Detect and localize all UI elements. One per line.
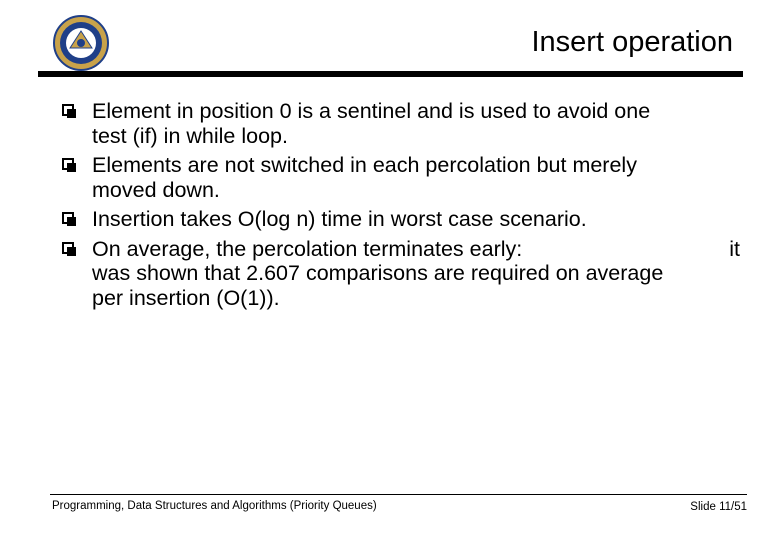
- bullet-line: Elements are not switched in each percolation but merely: [92, 153, 637, 177]
- bullet-line: [92, 237, 740, 262]
- bullet-line: test (if) in while loop.: [92, 123, 288, 148]
- checkbox-bullet-icon: [62, 104, 74, 116]
- bullet-line: Insertion takes O(log n) time in worst case scenario.: [92, 207, 587, 231]
- footer-divider: [50, 494, 747, 495]
- checkbox-bullet-icon: [62, 242, 74, 254]
- bullet-line: per insertion (O(1)).: [92, 285, 280, 310]
- slide-title: Insert operation: [531, 26, 733, 58]
- bullet-item: [62, 237, 742, 311]
- bullet-item: [62, 153, 742, 202]
- bullet-line: moved down.: [92, 177, 220, 202]
- footer-course-title: Programming, Data Structures and Algorithms (Priority Queues): [52, 500, 377, 512]
- bullet-line: Element in position 0 is a sentinel and is used to avoid one: [92, 99, 651, 123]
- bullet-line: was shown that 2.607 comparisons are required on average: [92, 261, 664, 285]
- bullet-line-left: On average, the percolation terminates early:: [92, 236, 523, 261]
- bullet-item: [62, 99, 742, 148]
- slide-number: Slide 11/51: [690, 501, 747, 513]
- bullet-line-right: it: [729, 236, 740, 261]
- bullet-list: [62, 99, 742, 315]
- checkbox-bullet-icon: [62, 158, 74, 170]
- checkbox-bullet-icon: [62, 212, 74, 224]
- university-seal-icon: [52, 14, 110, 72]
- bullet-item: [62, 207, 742, 232]
- title-divider: [38, 71, 743, 77]
